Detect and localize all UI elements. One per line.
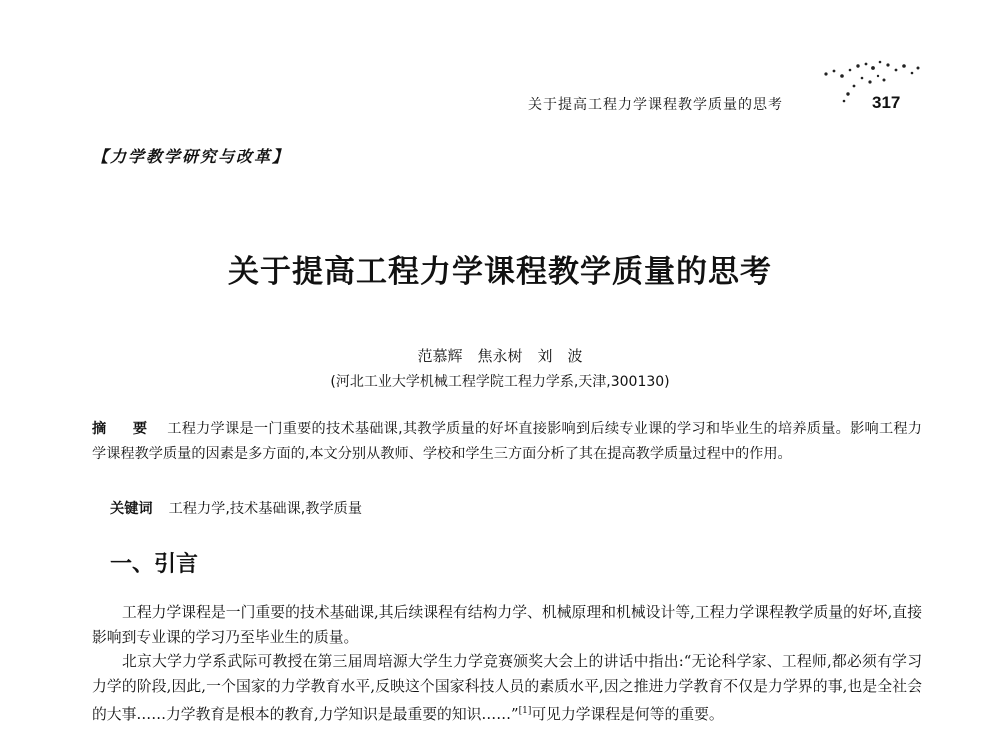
body-paragraph: 工程力学课程是一门重要的技术基础课,其后续课程有结构力学、机械原理和机械设计等,工程力学课程教学质量的好坏,直接影响到专业课的学习乃至毕业生的质量。 — [92, 604, 922, 646]
paragraph-text: 北京大学力学系武际可教授在第三届周培源大学生力学竞赛颁奖大会上的讲话中指出:“无论科学家、工程师,都必须有学习力学的阶段,因此,一个国家的力学教育水平,反映这个国家科技人员的素质水平,因之推进力学教育不仅是力学界的事,也是全社会的大事……力学教育是根本的教育,力学知识是最重要的知识……” — [92, 653, 922, 723]
paragraph-text-tail: 可见力学课程是何等的重要。 — [531, 705, 724, 723]
abstract — [92, 417, 922, 467]
abstract-label: 摘 要 — [92, 421, 154, 437]
affiliation: (河北工业大学机械工程学院工程力学系,天津,300130) — [330, 374, 670, 390]
keywords-text: 工程力学,技术基础课,教学质量 — [168, 501, 363, 517]
section-heading: 一、引言 — [110, 552, 199, 577]
article-title: 关于提高工程力学课程教学质量的思考 — [228, 254, 772, 290]
citation-reference: [1] — [518, 706, 532, 716]
column-label: 【力学教学研究与改革】 — [92, 147, 291, 166]
abstract-text: 工程力学课是一门重要的技术基础课,其教学质量的好坏直接影响到后续专业课的学习和毕业生的培养质量。影响工程力学课程教学质量的因素是多方面的,本文分别从教师、学校和学生三方面分析了其在提高教学质量过程中的作用。 — [92, 421, 922, 462]
authors: 范慕辉 焦永树 刘 波 — [417, 347, 583, 365]
keywords — [110, 498, 362, 518]
page-number: 317 — [872, 93, 901, 112]
keywords-label: 关键词 — [110, 501, 153, 517]
body-paragraph — [92, 649, 922, 727]
running-header-title: 关于提高工程力学课程教学质量的思考 — [528, 97, 783, 113]
